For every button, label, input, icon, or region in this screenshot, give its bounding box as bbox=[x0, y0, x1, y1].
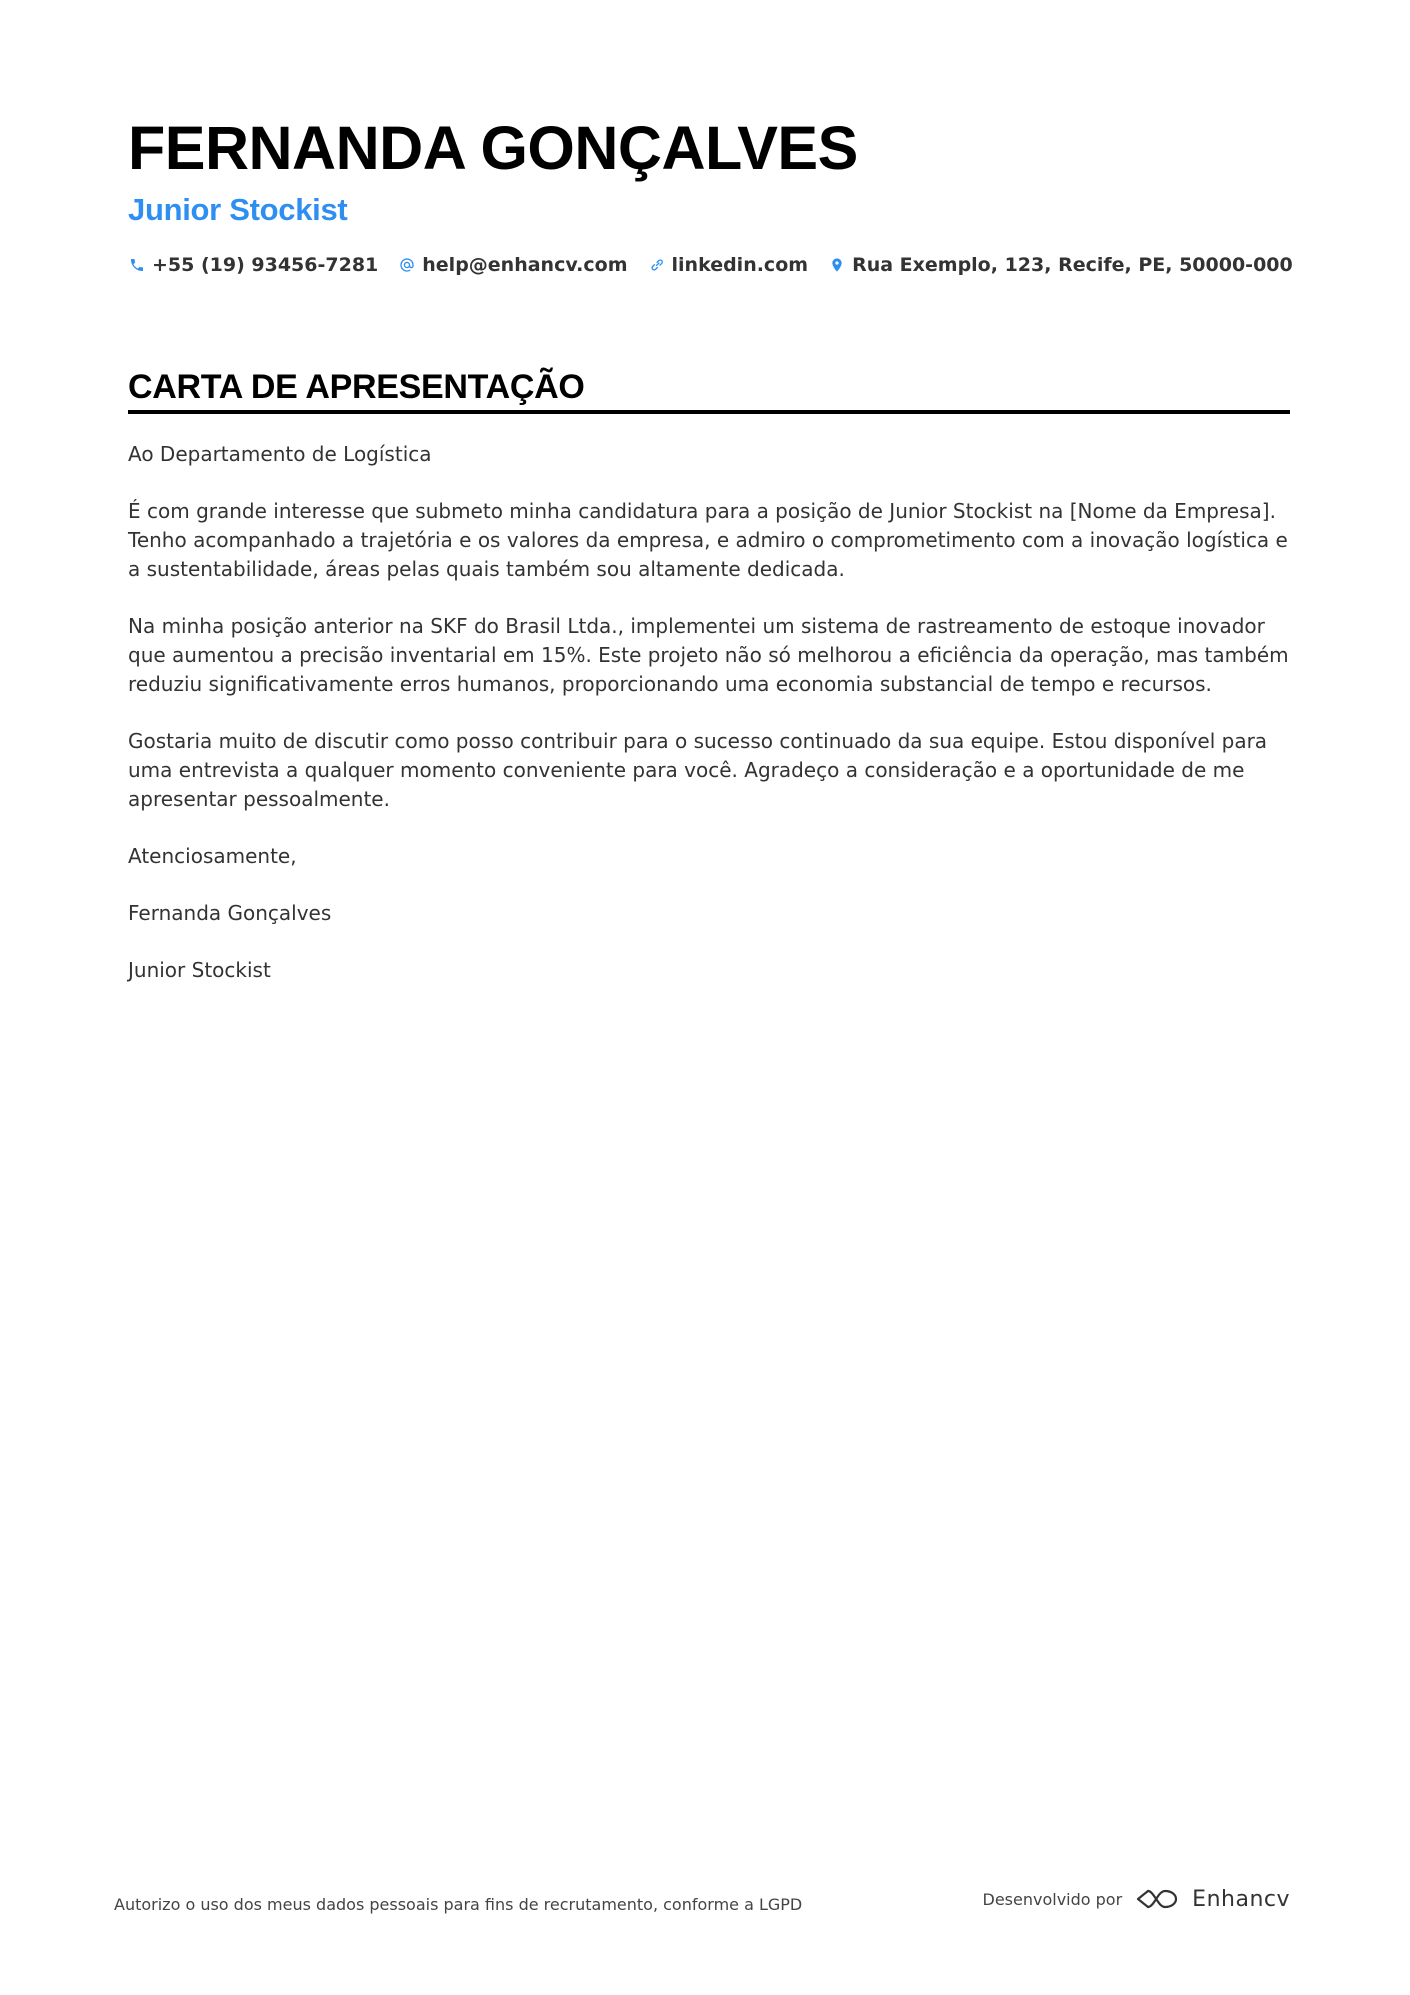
footer-consent: Autorizo o uso dos meus dados pessoais para fins de recrutamento, conforme a LGPD bbox=[114, 1895, 803, 1914]
section-divider bbox=[128, 410, 1290, 414]
phone-icon bbox=[128, 256, 146, 274]
letter-salutation: Ao Departamento de Logística bbox=[128, 442, 432, 466]
linkedin-text: linkedin.com bbox=[671, 254, 809, 276]
signature-name: Fernanda Gonçalves bbox=[128, 901, 332, 925]
phone-text: +55 (19) 93456-7281 bbox=[152, 254, 379, 276]
letter-paragraph: É com grande interesse que submeto minha candidatura para a posição de Junior Stockist na [Nome da Empresa]. Tenho acompanhado a trajetória e os valores da empresa, e admiro o comprometimento com a inovação logística e a sustentabilidade, áreas pelas quais também sou altamente dedicada. bbox=[128, 499, 1288, 581]
letter-body bbox=[128, 440, 1290, 1013]
brand-name: Enhancv bbox=[1192, 1886, 1290, 1912]
signature-title: Junior Stockist bbox=[128, 958, 271, 982]
contact-email[interactable] bbox=[398, 254, 627, 276]
letter-paragraph: Gostaria muito de discutir como posso contribuir para o sucesso continuado da sua equipe. Estou disponível para uma entrevista a qualquer momento conveniente para você. Agradeço a consideração e a oportunidade de me apresentar pessoalmente. bbox=[128, 729, 1268, 811]
address-text: Rua Exemplo, 123, Recife, PE, 50000-000 bbox=[852, 254, 1293, 276]
link-icon bbox=[648, 256, 666, 274]
cover-letter-page bbox=[128, 0, 1293, 1995]
contact-bar bbox=[128, 254, 1313, 276]
powered-by-label: Desenvolvido por bbox=[982, 1889, 1123, 1909]
section-title: CARTA DE APRESENTAÇÃO bbox=[128, 368, 585, 406]
letter-closing: Atenciosamente, bbox=[128, 844, 297, 868]
contact-phone[interactable] bbox=[128, 254, 378, 276]
candidate-name: FERNANDA GONÇALVES bbox=[128, 114, 858, 182]
job-title: Junior Stockist bbox=[128, 192, 348, 227]
enhancv-logo-icon bbox=[1134, 1886, 1180, 1912]
at-icon bbox=[398, 256, 416, 274]
contact-address bbox=[828, 254, 1293, 276]
map-pin-icon bbox=[828, 256, 846, 274]
contact-linkedin[interactable] bbox=[648, 254, 809, 276]
letter-paragraph: Na minha posição anterior na SKF do Brasil Ltda., implementei um sistema de rastreamento de estoque inovador que aumentou a precisão inventarial em 15%. Este projeto não só melhorou a eficiência da operação, mas também reduziu significativamente erros humanos, proporcionando uma economia substancial de tempo e recursos. bbox=[128, 614, 1289, 696]
footer-brand[interactable] bbox=[983, 1886, 1290, 1912]
email-text: help@enhancv.com bbox=[422, 254, 628, 276]
